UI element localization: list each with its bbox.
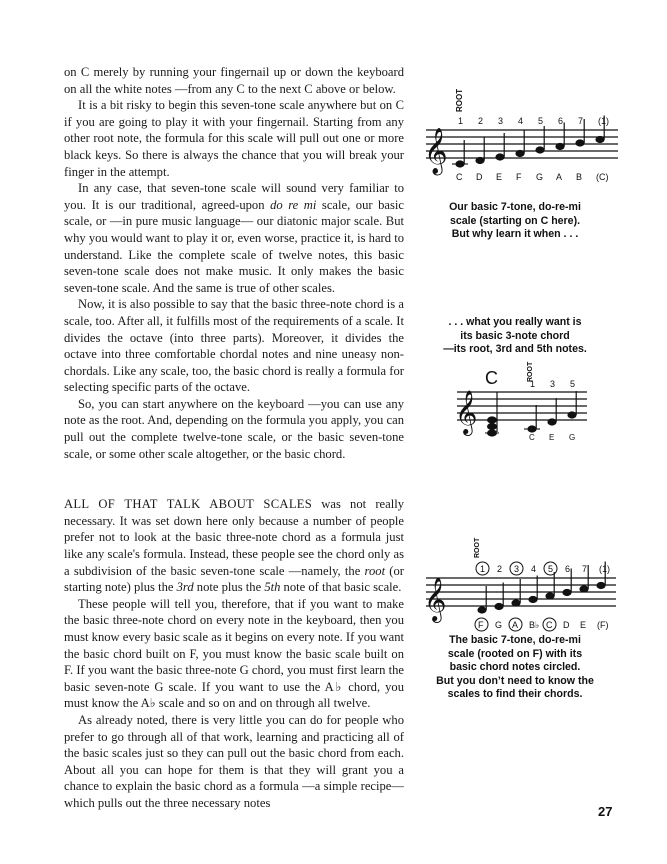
scale-note [575, 116, 584, 182]
text-run: (or starting note) plus the [64, 563, 404, 595]
figure-caption-2 [420, 316, 610, 357]
chord-note [547, 379, 556, 442]
note-name: C [529, 433, 535, 442]
chord-note [567, 379, 576, 442]
chord-degree: 5 [570, 379, 576, 389]
paragraph: As already noted, there is very little you can do for people who prefer to go through all of that work, learning and practicing all of the basic scales just so they can pull out the basic chord from each. About all you can hope for them is that they will grant you a chance to explain the basic chord as a formula —a simple recipe— which pulls out the three necessary notes [64, 712, 404, 810]
treble-clef-icon: 𝄞 [455, 392, 478, 434]
scale-degree: 3 [514, 564, 520, 574]
note-name: A [556, 172, 563, 182]
chord-symbol: C [485, 368, 498, 388]
note-name: E [496, 172, 503, 182]
text-run: In any case, that seven-tone scale will sound very familiar to you. It is our traditional, agreed-upon [64, 181, 404, 212]
paragraph: Now, it is also possible to say that the basic three-note chord is a scale, too. After all, it fulfills most of the requirements of a scale. It divides the octave (into three parts). Moreover, it divides the octave into three comfortable chordal notes and nine uneasy non-chordals. Like any scale, too, the basic chord is really a formula for selecting specific parts of the octave. [64, 297, 404, 395]
caption-line: But you don’t need to know the [436, 674, 594, 687]
root-label: ROOT [527, 361, 534, 382]
figure-c-major-scale [420, 88, 620, 193]
note-head [511, 599, 520, 606]
scale-degree: 1 [480, 564, 486, 574]
scale-degree: 7 [582, 564, 588, 574]
text-run: note of that basic scale. [280, 580, 402, 595]
text-run: was not really necessary. It was set down here only because a number of people prefer not to look at the basic three-note chord as a formula just like any scale's formula. Instead, these people see the chord only as a subdivision of the basic seven-tone scale —namely, the [64, 497, 404, 578]
staff-notation-c-chord [455, 362, 595, 442]
main-text-column [64, 64, 404, 812]
scale-note [452, 116, 468, 182]
root-label: ROOT [455, 88, 464, 112]
figure-caption-3 [420, 634, 610, 702]
paragraph [64, 180, 404, 296]
note-head [535, 146, 544, 153]
scale-note [543, 562, 557, 631]
note-head [515, 150, 524, 157]
scale-note [528, 564, 539, 630]
section-lead-in: ALL OF THAT TALK ABOUT SCALES [64, 497, 313, 512]
scale-degree: 6 [565, 564, 571, 574]
scale-note [475, 116, 484, 182]
staff-notation-c-scale [420, 88, 620, 188]
chord-degree: 1 [530, 379, 536, 389]
scale-note [595, 116, 609, 183]
note-name: G [569, 433, 576, 442]
note-name: (F) [597, 620, 609, 630]
paragraph: on C merely by running your fingernail up or down the keyboard on all the white notes —from any C to the next C above or below. [64, 65, 404, 96]
scale-note [535, 116, 544, 182]
caption-line: . . . what you really want is [448, 316, 582, 328]
note-name: D [563, 620, 570, 630]
note-head [567, 411, 576, 418]
caption-line: Our basic 7-tone, do-re-mi [449, 201, 581, 213]
italic-text: root [364, 563, 386, 578]
note-head [579, 585, 588, 592]
chord-note [524, 379, 540, 442]
text-run: scale, our basic scale, or —in pure music language— our diatonic major scale. But why you would want to play it or, even worse, practice it, is hard to understand. Like the complete scale of twelve notes, this basic seven-tone scale does not make music. It only makes the basic seven-tone scale. And the same is true of other scales. [64, 197, 404, 295]
note-name: D [476, 172, 483, 182]
caption-line: —its root, 3rd and 5th notes. [443, 343, 587, 356]
root-label: ROOT [474, 537, 481, 558]
note-name: (C) [596, 172, 609, 182]
note-name: F [516, 172, 522, 182]
note-name: C [546, 620, 553, 630]
scale-note [596, 562, 610, 631]
note-head [494, 603, 503, 610]
note-head [596, 582, 605, 589]
section-paragraph [64, 496, 404, 596]
text-run: note plus the [193, 580, 265, 595]
note-name: G [495, 620, 503, 630]
note-head [528, 596, 537, 603]
note-name: C [456, 172, 463, 182]
note-name: A [512, 620, 519, 630]
scale-degree: 2 [497, 564, 503, 574]
scale-note [562, 564, 571, 630]
staff-lines [426, 578, 616, 606]
note-name: E [580, 620, 587, 630]
treble-clef-icon: 𝄞 [424, 129, 448, 173]
note-name: F [478, 620, 484, 630]
paragraph: So, you can start anywhere on the keyboard —you can use any note as the root. And, depending on the formula you apply, you can pull out the complete twelve-tone scale, or the basic seven-tone scale, or some other scale altogether, or the basic chord. [64, 396, 404, 461]
caption-line: scales to find their chords. [447, 688, 583, 701]
figure-c-chord [455, 362, 595, 447]
italic-text: 5th [264, 580, 281, 595]
italic-text: do re mi [270, 197, 317, 212]
paragraph: These people will tell you, therefore, that if you want to make the basic three-note chord on every note in the keyboard, then you must know every basic scale as it begins on every note. If you want the basic chord built on F, you must know the basic scale built on F. If you want the basic three-note G chord, you must first learn the basic seven-note G scale. If you want to use the A♭ chord, you must know the A♭ scale and so on and on through all twelve. [64, 596, 404, 711]
scale-note [515, 116, 524, 182]
scale-degree: 4 [531, 564, 537, 574]
caption-line: scale (starting on C here). [449, 214, 581, 227]
scale-note [475, 562, 489, 631]
note-name: G [536, 172, 544, 182]
scale-degree: 5 [538, 116, 544, 126]
figure-caption-1 [420, 201, 610, 242]
note-head [495, 153, 504, 160]
scale-degree: 7 [578, 116, 584, 126]
scale-degree: 2 [478, 116, 484, 126]
scale-degree: (1) [598, 116, 609, 126]
scale-degree: (1) [599, 564, 610, 574]
note-head [575, 139, 584, 146]
scale-note [555, 116, 564, 182]
note-head [595, 136, 604, 143]
note-head [547, 418, 556, 425]
note-head [555, 143, 564, 150]
page-number: 27 [598, 804, 613, 819]
caption-line: basic chord notes circled. [449, 661, 581, 674]
staff-notation-f-scale [420, 538, 620, 638]
scale-degree: 3 [498, 116, 504, 126]
scale-note [495, 116, 504, 182]
figure-f-major-scale [420, 538, 620, 643]
scale-degree: 5 [548, 564, 554, 574]
scale-note [579, 564, 588, 630]
treble-clef-icon: 𝄞 [424, 579, 447, 621]
chord-degree: 3 [550, 379, 556, 389]
scale-note [494, 564, 503, 630]
note-name: B♭ [529, 620, 540, 630]
caption-line: scale (rooted on F) with its [447, 647, 583, 660]
note-head [545, 592, 554, 599]
scale-note [509, 562, 523, 631]
caption-line: But why learn it when . . . [451, 228, 579, 241]
caption-line: The basic 7-tone, do-re-mi [449, 634, 581, 646]
scale-degree: 6 [558, 116, 564, 126]
italic-text: 3rd [176, 580, 194, 595]
note-name: E [549, 433, 555, 442]
note-head [562, 589, 571, 596]
scale-degree: 4 [518, 116, 524, 126]
note-head [477, 606, 486, 613]
note-name: B [576, 172, 583, 182]
paragraph: It is a bit risky to begin this seven-tone scale anywhere but on C if you are going to play it with your fingernail. Starting from any other root note, the formula for this scale will pull out one or more black keys. So there is always the chance that you will break your finger in the attempt. [64, 98, 404, 179]
caption-line: its basic 3-note chord [460, 329, 570, 342]
scale-degree: 1 [458, 116, 464, 126]
note-head [475, 157, 484, 164]
